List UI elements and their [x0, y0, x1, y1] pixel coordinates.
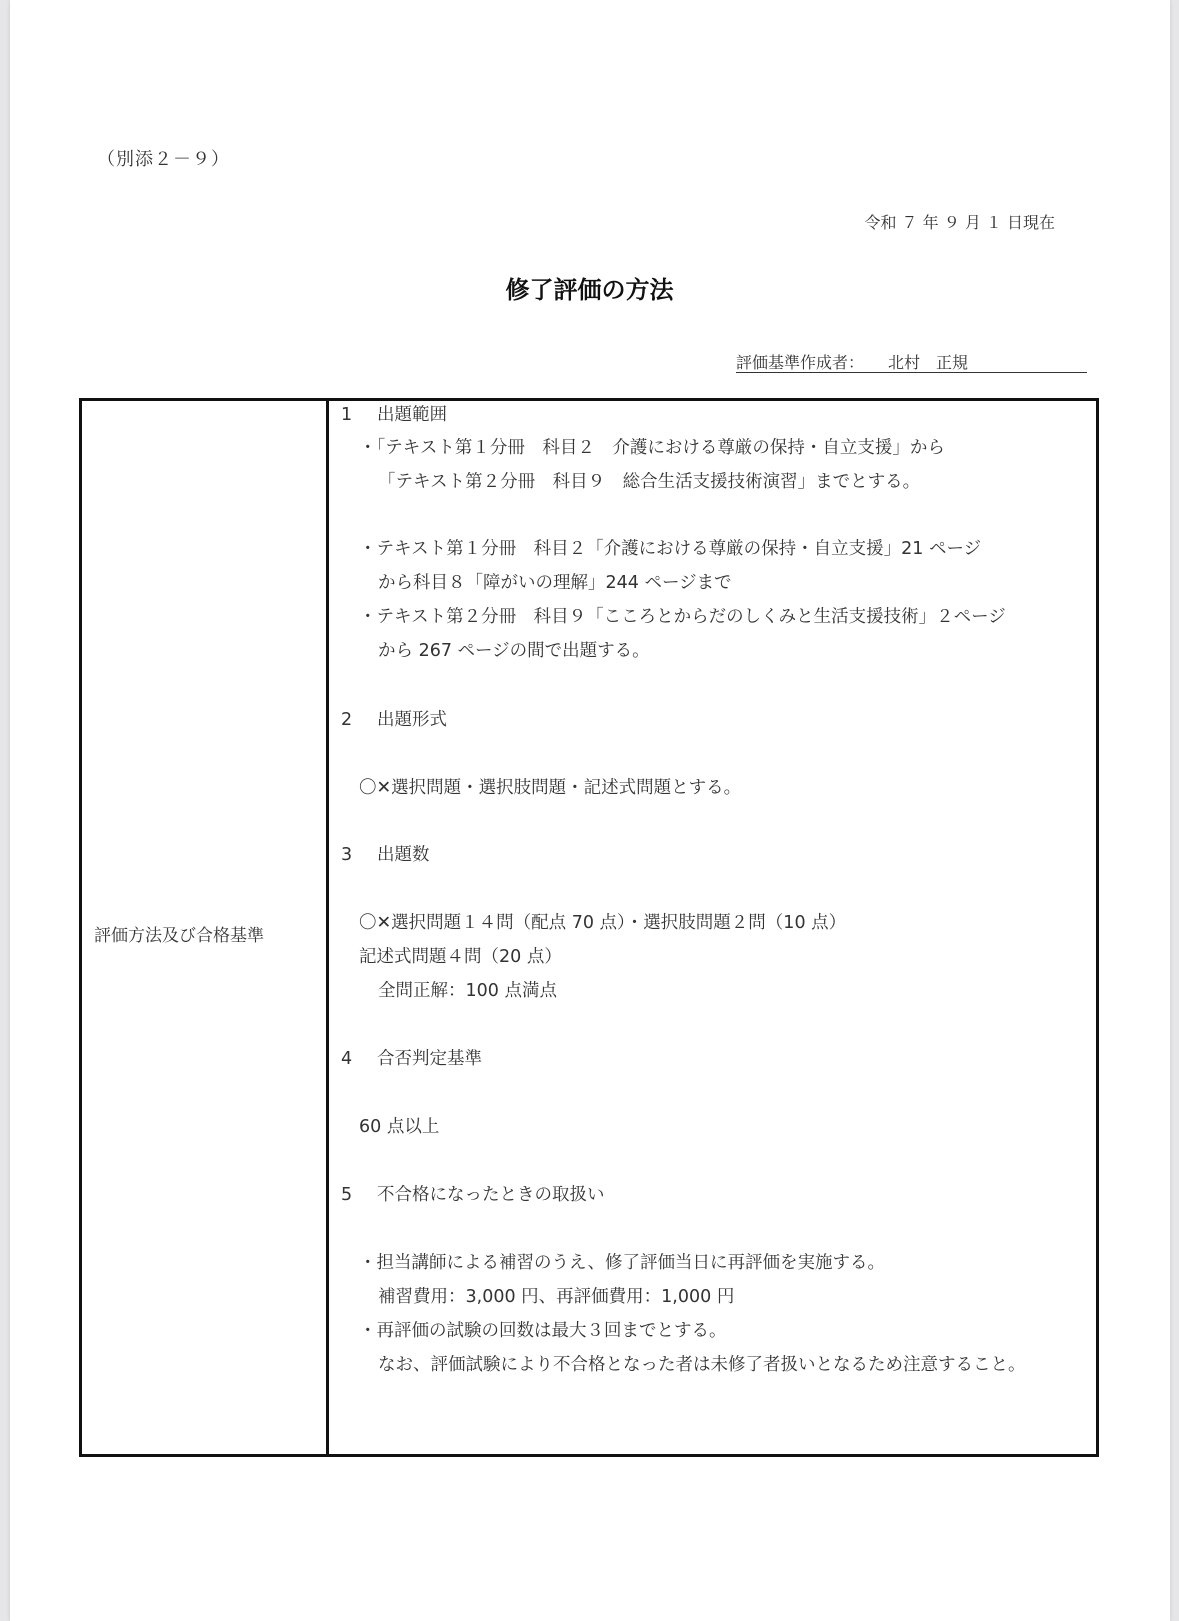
row-label-cell — [82, 401, 329, 1454]
section-heading — [341, 841, 430, 866]
attachment-label: （別添２－９） — [97, 149, 230, 170]
section-line: 〇✕選択問題１４問（配点 70 点）・選択肢問題２問（10 点） — [359, 913, 847, 933]
section-line: ・担当講師による補習のうえ、修了評価当日に再評価を実施する。 — [359, 1253, 886, 1273]
section-heading — [341, 1045, 482, 1070]
section-line: ・テキスト第２分冊 科目９「こころとからだのしくみと生活支援技術」２ページ — [359, 607, 1006, 627]
section-line: から科目８「障がいの理解」244 ページまで — [378, 573, 732, 593]
section-line: ・「テキスト第１分冊 科目２ 介護における尊厳の保持・自立支援」から — [359, 438, 945, 458]
section-number: 3 — [341, 845, 353, 865]
section-line: 〇✕選択問題・選択肢問題・記述式問題とする。 — [359, 778, 742, 798]
document-title: 修了評価の方法 — [505, 276, 674, 304]
section-number: 4 — [341, 1049, 353, 1069]
content-cell — [329, 401, 1096, 1454]
author-line — [736, 350, 1087, 373]
author-name: 北村 正規 — [888, 353, 969, 372]
section-heading — [341, 706, 447, 731]
section-heading — [341, 401, 447, 426]
section-title: 不合格になったときの取扱い — [377, 1185, 605, 1205]
section-line: 全問正解：100 点満点 — [378, 981, 557, 1001]
section-heading — [341, 1181, 605, 1206]
evaluation-table — [79, 398, 1099, 1457]
section-line: ・テキスト第１分冊 科目２「介護における尊厳の保持・自立支援」21 ページ — [359, 539, 982, 559]
section-line: 60 点以上 — [359, 1117, 440, 1137]
section-number: 2 — [341, 710, 353, 730]
section-line: なお、評価試験により不合格となった者は未修了者扱いとなるため注意すること。 — [378, 1355, 1026, 1375]
document-date: 令和 ７ 年 ９ 月 １ 日現在 — [864, 213, 1055, 232]
section-title: 出題範囲 — [377, 405, 447, 425]
section-line: ・再評価の試験の回数は最大３回までとする。 — [359, 1321, 727, 1341]
row-label: 評価方法及び合格基準 — [94, 926, 264, 946]
section-line: から 267 ページの間で出題する。 — [378, 641, 650, 661]
section-title: 出題数 — [377, 845, 430, 865]
section-line: 補習費用：3,000 円、再評価費用：1,000 円 — [378, 1287, 735, 1307]
section-number: 1 — [341, 405, 353, 425]
author-label: 評価基準作成者： — [736, 353, 865, 372]
section-number: 5 — [341, 1185, 353, 1205]
section-title: 合否判定基準 — [377, 1049, 482, 1069]
section-line: 記述式問題４問（20 点） — [359, 947, 562, 967]
section-line: 「テキスト第２分冊 科目９ 総合生活支援技術演習」までとする。 — [378, 472, 921, 492]
section-title: 出題形式 — [377, 710, 447, 730]
